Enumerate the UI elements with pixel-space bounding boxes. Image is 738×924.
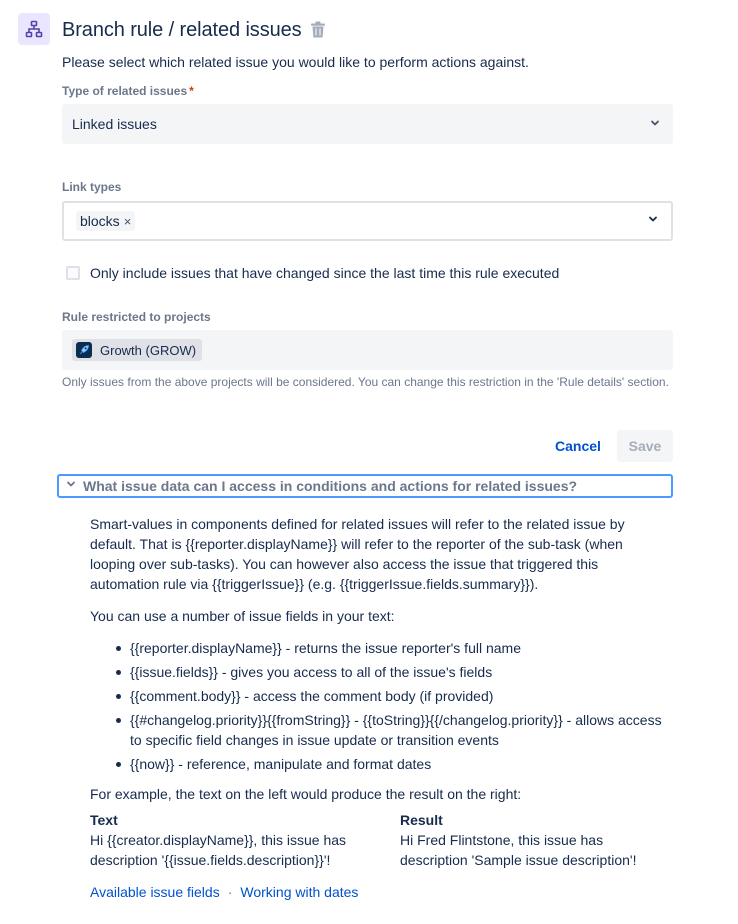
example-table bbox=[90, 810, 670, 870]
example-result-body: Hi Fred Flintstone, this issue has description 'Sample issue description'! bbox=[400, 832, 637, 868]
list-item: {{#changelog.priority}}{{fromString}} - {{toString}}{{/changelog.priority}} - allows access to specific field changes in issue update or transition events bbox=[114, 710, 670, 750]
list-item: {{reporter.displayName}} - returns the issue reporter's full name bbox=[114, 638, 670, 658]
page-title: Branch rule / related issues bbox=[62, 18, 302, 41]
related-type-label bbox=[62, 84, 194, 98]
projects-label: Rule restricted to projects bbox=[62, 310, 211, 324]
trash-icon[interactable] bbox=[310, 21, 326, 39]
help-expander[interactable] bbox=[57, 474, 673, 498]
help-links bbox=[90, 882, 670, 902]
chevron-down-icon bbox=[65, 477, 77, 495]
working-with-dates-link[interactable]: Working with dates bbox=[240, 884, 359, 900]
project-tag bbox=[72, 339, 202, 361]
help-paragraph: For example, the text on the left would produce the result on the right: bbox=[90, 786, 522, 802]
link-separator: · bbox=[227, 884, 233, 900]
example-text-heading: Text bbox=[90, 812, 118, 828]
link-type-tag bbox=[76, 211, 135, 231]
list-item: {{comment.body}} - access the comment body (if provided) bbox=[114, 686, 670, 706]
branch-icon bbox=[18, 13, 50, 45]
title-row bbox=[62, 16, 326, 44]
save-button[interactable]: Save bbox=[617, 430, 673, 462]
help-content bbox=[90, 514, 670, 902]
cancel-button[interactable]: Cancel bbox=[555, 438, 601, 454]
example-result-column bbox=[400, 810, 670, 870]
list-item: {{issue.fields}} - gives you access to all of the issue's fields bbox=[114, 662, 670, 682]
changed-issues-label: Only include issues that have changed since the last time this rule executed bbox=[90, 265, 560, 281]
example-result-heading: Result bbox=[400, 812, 443, 828]
related-type-select[interactable] bbox=[62, 104, 673, 144]
chevron-down-icon bbox=[647, 212, 659, 230]
list-item: {{now}} - reference, manipulate and format dates bbox=[114, 754, 670, 774]
required-mark: * bbox=[189, 84, 194, 98]
chevron-down-icon bbox=[649, 116, 661, 132]
rocket-icon bbox=[76, 342, 92, 358]
changed-issues-checkbox[interactable] bbox=[66, 266, 80, 280]
related-type-label-text: Type of related issues bbox=[62, 84, 188, 98]
projects-field bbox=[62, 330, 673, 370]
changed-issues-option bbox=[66, 265, 559, 281]
available-fields-link[interactable]: Available issue fields bbox=[90, 884, 220, 900]
link-type-tag-label: blocks bbox=[80, 213, 120, 229]
link-types-select[interactable] bbox=[62, 201, 673, 241]
intro-text: Please select which related issue you would like to perform actions against. bbox=[62, 54, 529, 70]
help-expander-label: What issue data can I access in conditions and actions for related issues? bbox=[83, 478, 578, 494]
example-text-column bbox=[90, 810, 400, 870]
projects-helper-text: Only issues from the above projects will be considered. You can change this restriction in the 'Rule details' section. bbox=[62, 375, 669, 389]
link-types-label: Link types bbox=[62, 180, 122, 194]
help-paragraph: You can use a number of issue fields in your text: bbox=[90, 608, 395, 624]
smart-value-list bbox=[114, 638, 670, 774]
remove-tag-icon[interactable]: × bbox=[123, 213, 132, 229]
project-tag-label: Growth (GROW) bbox=[100, 342, 197, 358]
help-paragraph: Smart-values in components defined for related issues will refer to the related issue by default. That is {{reporter.displayName}} will refer to the reporter of the sub-task (when looping over sub-tasks). You can however also access the issue that triggered this automation rule via {{triggerIssue}} (e.g. {{triggerIssue.fields.summary}}). bbox=[90, 516, 625, 592]
example-text-body: Hi {{creator.displayName}}, this issue has description '{{issue.fields.description}}'! bbox=[90, 832, 347, 868]
related-type-value: Linked issues bbox=[72, 116, 157, 132]
